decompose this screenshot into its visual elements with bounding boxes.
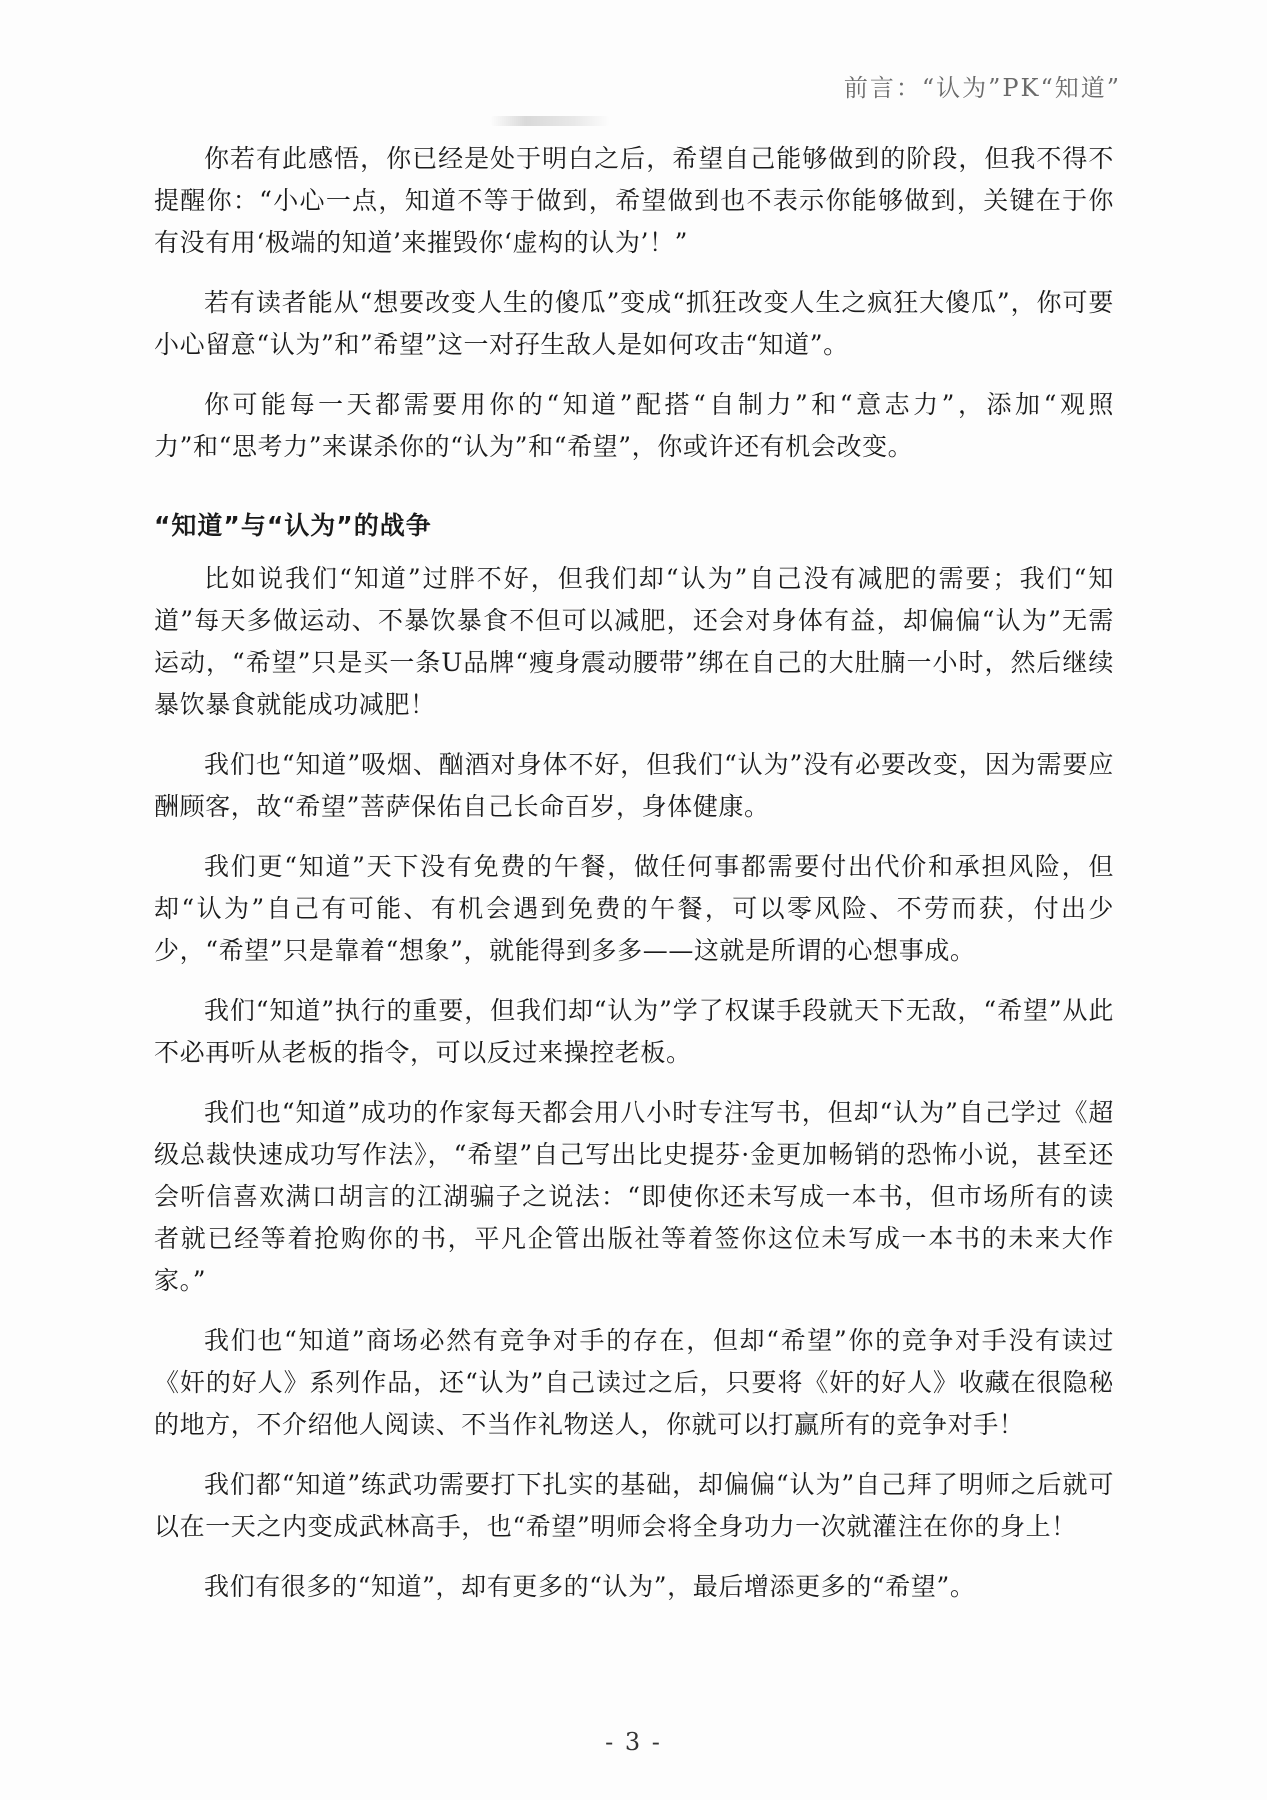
page-footer [0, 1680, 1267, 1800]
section-paragraph: 我们“知道”执行的重要，但我们却“认为”学了权谋手段就天下无敌，“希望”从此不必再听从老板的指令，可以反过来操控老板。 [154, 996, 1114, 1067]
section-paragraph: 我们更“知道”天下没有免费的午餐，做任何事都需要付出代价和承担风险，但却“认为”自己有可能、有机会遇到免费的午餐，可以零风险、不劳而获，付出少少，“希望”只是靠着“想象”，就能得到多多——这就是所谓的心想事成。 [154, 852, 1114, 965]
section-heading: “知道”与“认为”的战争 [154, 511, 432, 540]
section-paragraph: 我们也“知道”吸烟、酗酒对身体不好，但我们“认为”没有必要改变，因为需要应酬顾客，故“希望”菩萨保佑自己长命百岁，身体健康。 [154, 750, 1114, 821]
section-paragraph: 我们也“知道”成功的作家每天都会用八小时专注写书，但却“认为”自己学过《超级总裁快速成功写作法》，“希望”自己写出比史提芬·金更加畅销的恐怖小说，甚至还会听信喜欢满口胡言的江湖骗子之说法：“即使你还未写成一本书，但市场所有的读者就已经等着抢购你的书，平凡企管出版社等着签你这位未写成一本书的未来大作家。” [154, 1098, 1114, 1295]
running-header: 前言：“认为”PK“知道” [843, 74, 1121, 102]
section-paragraph: 我们有很多的“知道”，却有更多的“认为”，最后增添更多的“希望”。 [204, 1572, 976, 1601]
page-number: - 3 - [605, 1728, 662, 1756]
section-paragraph: 我们也“知道”商场必然有竞争对手的存在，但却“希望”你的竞争对手没有读过《奸的好人》系列作品，还“认为”自己读过之后，只要将《奸的好人》收藏在很隐秘的地方，不介绍他人阅读、不当作礼物送人，你就可以打赢所有的竞争对手！ [154, 1326, 1114, 1439]
body-text [154, 138, 1114, 1626]
intro-paragraph: 你若有此感悟，你已经是处于明白之后，希望自己能够做到的阶段，但我不得不提醒你：“小心一点，知道不等于做到，希望做到也不表示你能够做到，关键在于你有没有用‘极端的知道’来摧毁你‘虚构的认为’！” [154, 144, 1114, 257]
scan-smudge [490, 116, 610, 126]
intro-paragraph: 若有读者能从“想要改变人生的傻瓜”变成“抓狂改变人生之疯狂大傻瓜”，你可要小心留意“认为”和”希望”这一对孖生敌人是如何攻击“知道”。 [154, 288, 1114, 359]
intro-paragraph: 你可能每一天都需要用你的“知道”配搭“自制力”和“意志力”，添加“观照力”和“思考力”来谋杀你的“认为”和“希望”，你或许还有机会改变。 [154, 390, 1114, 461]
section-paragraph: 比如说我们“知道”过胖不好，但我们却“认为”自己没有减肥的需要；我们“知道”每天多做运动、不暴饮暴食不但可以减肥，还会对身体有益，却偏偏“认为”无需运动，“希望”只是买一条U品牌“瘦身震动腰带”绑在自己的大肚腩一小时，然后继续暴饮暴食就能成功减肥！ [154, 564, 1114, 719]
section-paragraph: 我们都“知道”练武功需要打下扎实的基础，却偏偏“认为”自己拜了明师之后就可以在一天之内变成武林高手，也“希望”明师会将全身功力一次就灌注在你的身上！ [154, 1470, 1114, 1541]
